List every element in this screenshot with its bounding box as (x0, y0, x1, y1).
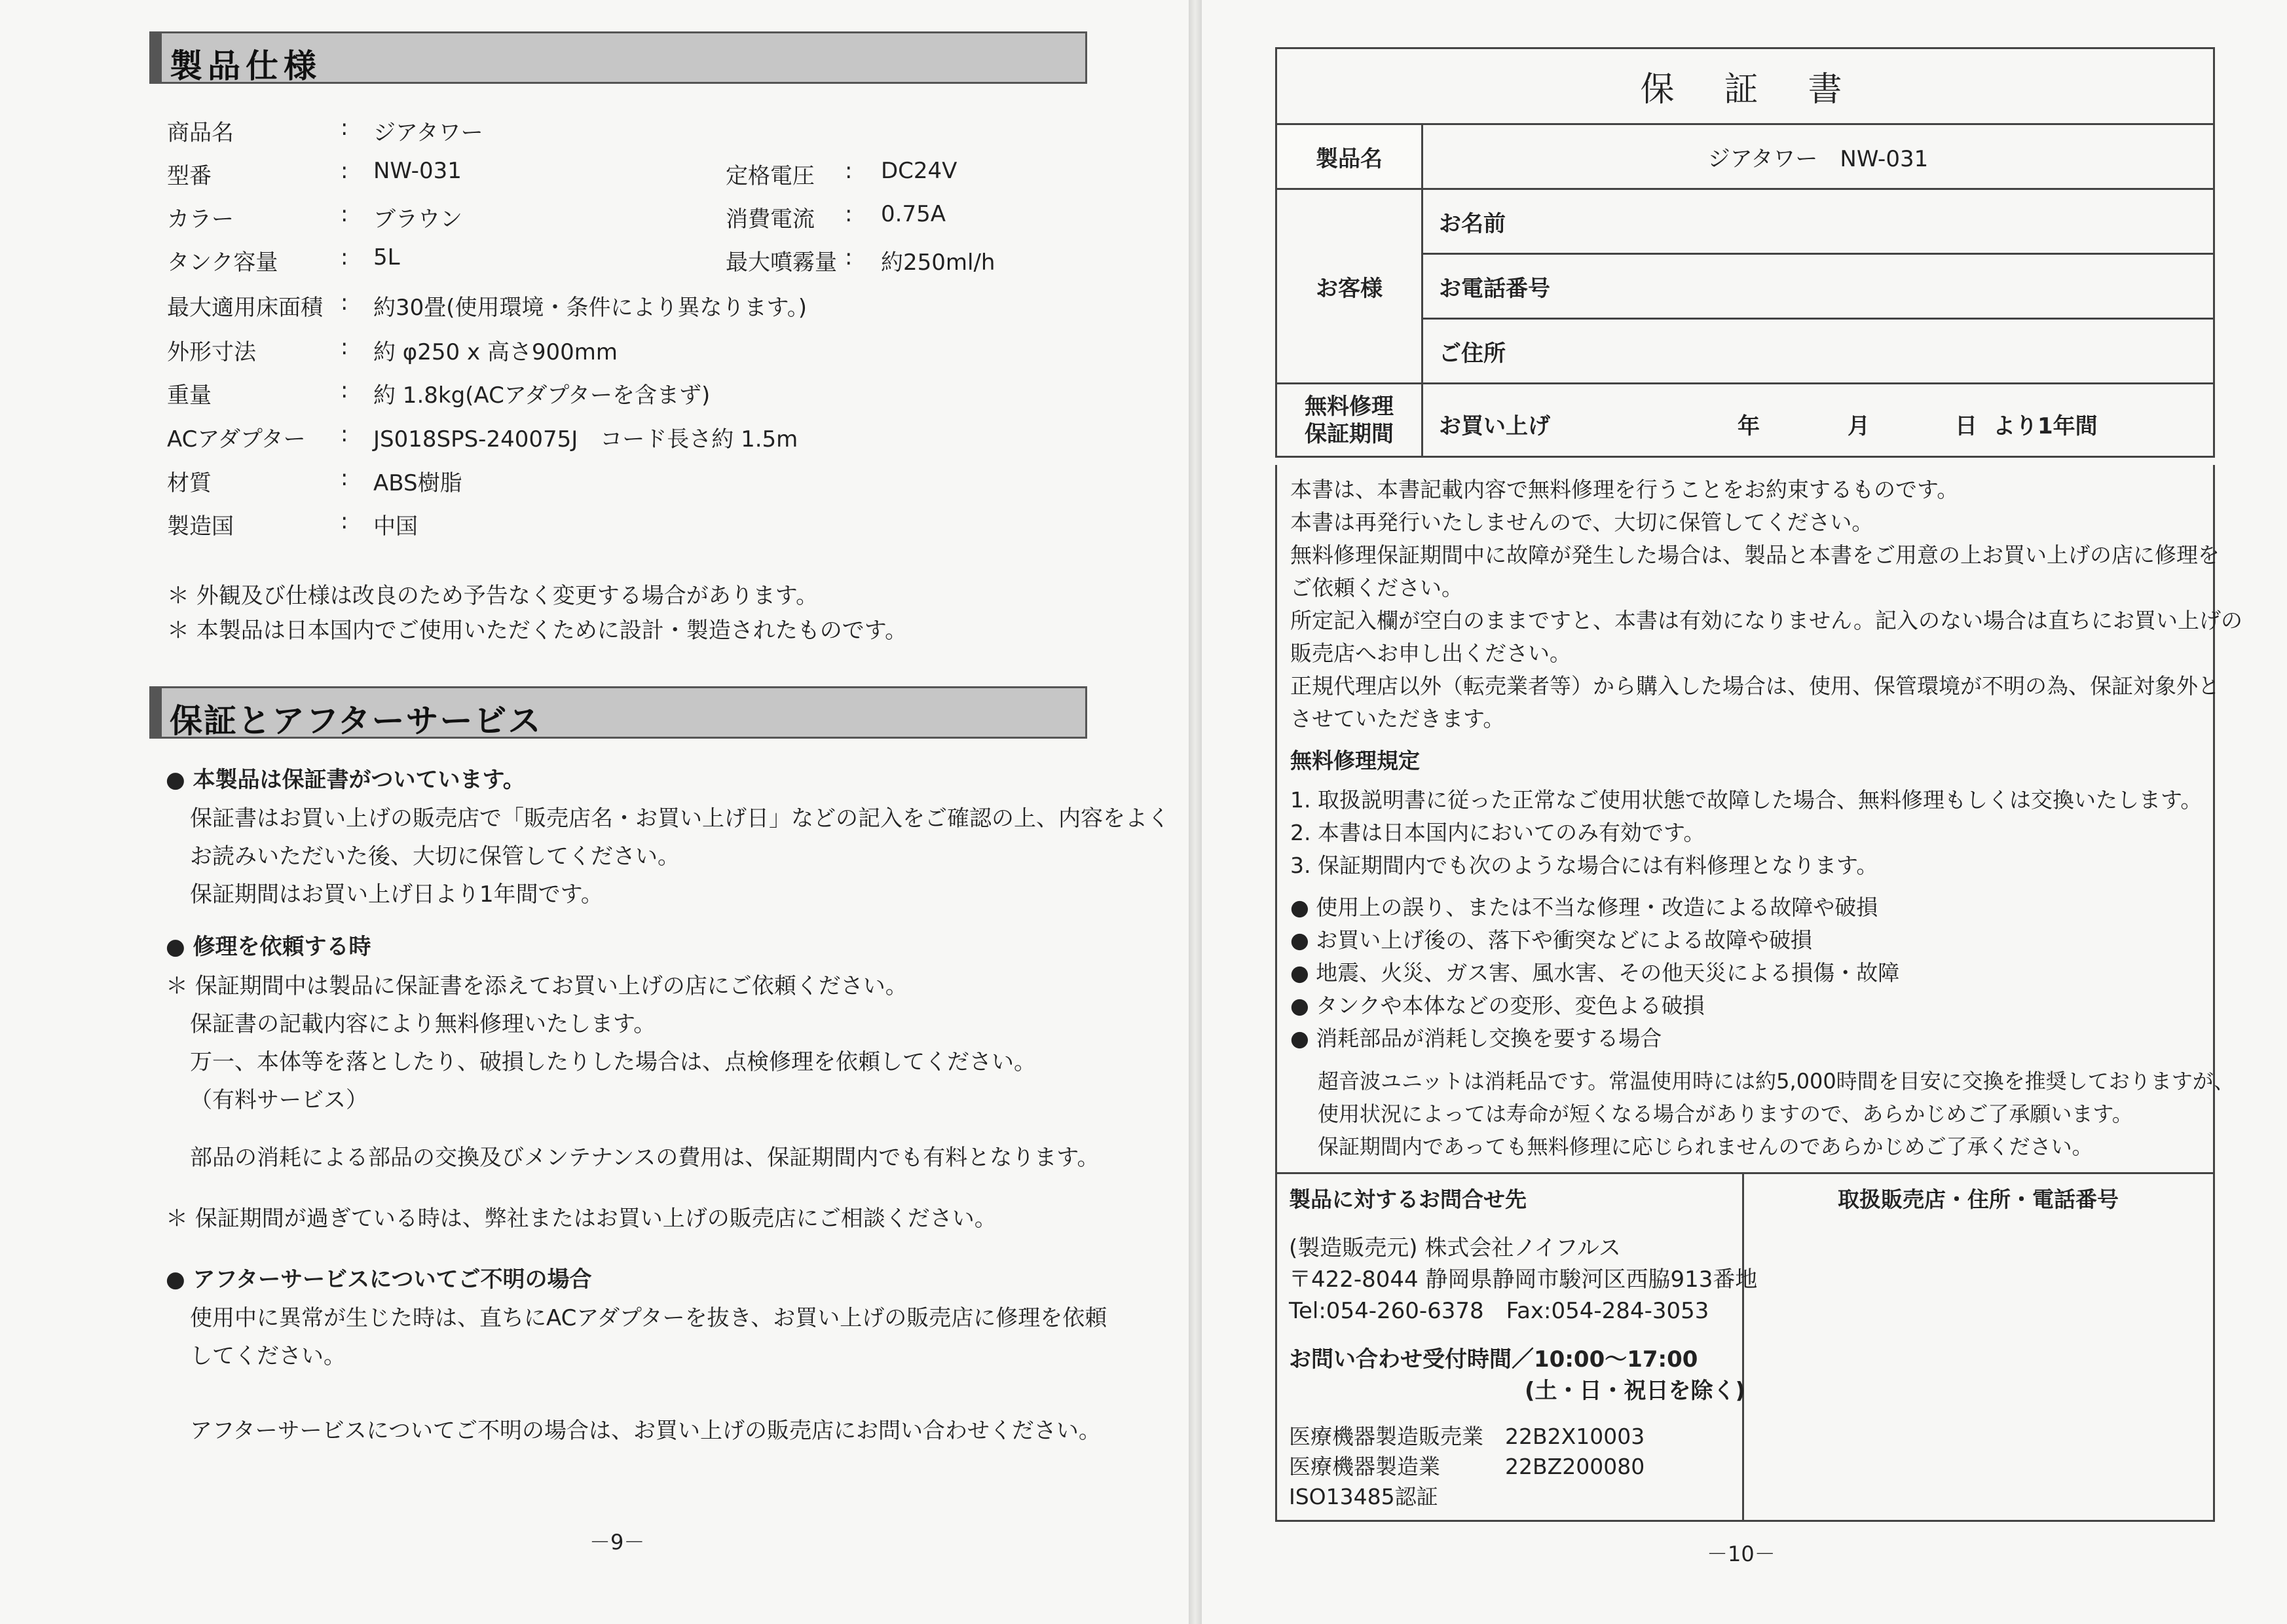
spec-value: NW-031 (373, 158, 462, 184)
spec-separator: : (341, 289, 348, 316)
paid-case: ● 地震、火災、ガス害、風水害、その他天災による損傷・故障 (1290, 960, 1900, 986)
consumable-note: 保証期間内であっても無料修理に応じられませんのであらかじめご了承ください。 (1318, 1134, 2093, 1159)
contact-title: 製品に対するお問合せ先 (1289, 1187, 1527, 1212)
service-line: ● 本製品は保証書がついています。 (166, 767, 525, 793)
spec-separator: : (341, 421, 348, 447)
product-value: ジアタワー NW-031 (1422, 124, 2214, 189)
spec-value: 約250ml/h (881, 249, 995, 276)
period-month-label: 月 (1848, 413, 1870, 439)
rule-item: 1. 取扱説明書に従った正常なご使用状態で故障した場合、無料修理もしくは交換いたします。 (1290, 787, 2203, 813)
service-line: 保証書の記載内容により無料修理いたします。 (190, 1011, 656, 1037)
spec-label: 材質 (167, 470, 212, 496)
spec-value: 約 φ250 x 高さ900mm (373, 339, 618, 365)
period-year-label: 年 (1738, 413, 1760, 439)
customer-phone-field[interactable]: お電話番号 (1422, 254, 2214, 319)
service-line: 保証書はお買い上げの販売店で「販売店名・お買い上げ日」などの記入をご確認の上、内容をよく (190, 805, 1170, 832)
spec-value: ABS樹脂 (373, 470, 462, 496)
spec-separator: : (341, 377, 348, 403)
service-line: 万一、本体等を落としたり、破損したりした場合は、点検修理を依頼してください。 (190, 1049, 1036, 1075)
warranty-card (1275, 47, 2215, 458)
spec-section-title: 製品仕様 (170, 47, 322, 85)
spec-value: 5L (373, 244, 400, 270)
spec-separator: : (341, 465, 348, 491)
page-number: －9－ (589, 1530, 645, 1555)
notice-line: 無料修理保証期間中に故障が発生した場合は、製品と本書をご用意の上お買い上げの店に修理を (1290, 542, 2220, 568)
license-line: 医療機器製造業 22BZ200080 (1289, 1454, 1645, 1479)
spec-label: ACアダプター (167, 426, 306, 452)
divider (1275, 1172, 2215, 1174)
paid-case: ● タンクや本体などの変形、変色よる破損 (1290, 993, 1705, 1018)
spec-label: 消費電流 (726, 206, 815, 232)
contact-line: (製造販売元) 株式会社ノイフルス (1289, 1235, 1621, 1261)
spec-note: ＊ 外観及び仕様は改良のため予告なく変更する場合があります。 (167, 583, 819, 609)
spec-label: 外形寸法 (167, 339, 256, 365)
spec-section-header (149, 31, 1087, 84)
service-line: ＊ 保証期間中は製品に保証書を添えてお買い上げの店にご依頼ください。 (166, 973, 908, 999)
dealer-title: 取扱販売店・住所・電話番号 (1838, 1187, 2119, 1212)
notice-line: 本書は、本書記載内容で無料修理を行うことをお約束するものです。 (1290, 477, 1959, 502)
license-line: 医療機器製造販売業 22B2X10003 (1289, 1424, 1645, 1449)
warranty-title: 保 証 書 (1276, 48, 2214, 124)
customer-address-field[interactable]: ご住所 (1422, 319, 2214, 384)
period-buy-label: お買い上げ (1439, 413, 1550, 439)
spec-label: タンク容量 (167, 249, 278, 276)
spec-separator: : (341, 115, 348, 141)
notice-line: ご依頼ください。 (1290, 575, 1463, 600)
spec-note: ＊ 本製品は日本国内でご使用いただくために設計・製造されたものです。 (167, 618, 908, 644)
spec-separator: : (341, 201, 348, 227)
service-line: アフターサービスについてご不明の場合は、お買い上げの販売店にお問い合わせください。 (190, 1418, 1101, 1444)
service-line: 使用中に異常が生じた時は、直ちにACアダプターを抜き、お買い上げの販売店に修理を依頼 (190, 1305, 1107, 1331)
spec-label: 定格電圧 (726, 163, 815, 189)
spec-value: ブラウン (373, 206, 462, 232)
period-label (1276, 384, 1422, 457)
customer-name-field[interactable]: お名前 (1422, 189, 2214, 254)
service-line: してください。 (190, 1343, 346, 1369)
rules-title: 無料修理規定 (1290, 748, 1420, 773)
period-day-label: 日 (1955, 413, 1977, 439)
notice-line: させていただきます。 (1290, 706, 1505, 731)
purchase-date-field[interactable] (1422, 384, 2214, 457)
service-line: ● アフターサービスについてご不明の場合 (166, 1266, 592, 1293)
spec-value: 0.75A (881, 201, 946, 227)
spec-separator: : (341, 508, 348, 534)
spec-separator: : (341, 158, 348, 184)
spec-value: DC24V (881, 158, 958, 184)
spec-value: JS018SPS-240075J コード長さ約 1.5m (373, 426, 798, 452)
spec-separator: : (341, 244, 348, 270)
period-suffix: より1年間 (1993, 413, 2098, 439)
spec-label: 最大噴霧量 (726, 249, 837, 276)
spec-separator: : (341, 334, 348, 360)
period-label-line: 無料修理 (1305, 393, 1394, 420)
spec-value: 中国 (373, 513, 418, 540)
notice-line: 正規代理店以外（転売業者等）から購入した場合は、使用、保管環境が不明の為、保証対象外と (1290, 673, 2220, 699)
contact-line: 〒422-8044 静岡県静岡市駿河区西脇913番地 (1289, 1266, 1758, 1293)
page-number: －10－ (1707, 1541, 1776, 1566)
service-line: 部品の消耗による部品の交換及びメンテナンスの費用は、保証期間内でも有料となります。 (190, 1145, 1100, 1171)
notice-line: 所定記入欄が空白のままですと、本書は有効になりません。記入のない場合は直ちにお買い上げの (1290, 608, 2242, 633)
paid-case: ● 使用上の誤り、または不当な修理・改造による故障や破損 (1290, 895, 1878, 920)
service-section-title: 保証とアフターサービス (170, 702, 542, 740)
license-line: ISO13485認証 (1289, 1484, 1438, 1509)
spec-value: ジアタワー (373, 120, 483, 146)
spec-label: 商品名 (167, 120, 234, 146)
service-line: ● 修理を依頼する時 (166, 934, 371, 960)
period-label-line: 保証期間 (1305, 420, 1394, 447)
service-line: （有料サービス） (190, 1087, 368, 1113)
spec-label: カラー (167, 206, 234, 232)
paid-case: ● お買い上げ後の、落下や衝突などによる故障や破損 (1290, 927, 1812, 953)
divider (1742, 1172, 1744, 1522)
spec-separator: : (845, 158, 853, 184)
hours-line: お問い合わせ受付時間／10:00～17:00 (1289, 1346, 1698, 1373)
service-line: お読みいただいた後、大切に保管してください。 (190, 843, 680, 870)
hours-line: (土・日・祝日を除く) (1525, 1378, 1746, 1404)
spec-label: 製造国 (167, 513, 234, 540)
spec-label: 型番 (167, 163, 212, 189)
notice-line: 本書は再発行いたしませんので、大切に保管してください。 (1290, 509, 1874, 535)
customer-label: お客様 (1276, 189, 1422, 384)
spec-separator: : (845, 244, 853, 270)
consumable-note: 超音波ユニットは消耗品です。常温使用時には約5,000時間を目安に交換を推奨しておりますが、 (1318, 1069, 2235, 1094)
rule-item: 3. 保証期間内でも次のような場合には有料修理となります。 (1290, 853, 1878, 878)
service-line: 保証期間はお買い上げ日より1年間です。 (190, 881, 603, 908)
spec-value: 約30畳(使用環境・条件により異なります。) (373, 295, 808, 321)
consumable-note: 使用状況によっては寿命が短くなる場合がありますので、あらかじめご了承願います。 (1318, 1101, 2133, 1126)
spec-separator: : (845, 201, 853, 227)
paid-case: ● 消耗部品が消耗し交換を要する場合 (1290, 1025, 1662, 1051)
service-line: ＊ 保証期間が過ぎている時は、弊社またはお買い上げの販売店にご相談ください。 (166, 1206, 997, 1232)
rule-item: 2. 本書は日本国内においてのみ有効です。 (1290, 820, 1705, 845)
spec-value: 約 1.8kg(ACアダプターを含まず) (373, 382, 711, 409)
spec-label: 最大適用床面積 (167, 295, 323, 321)
service-section-header (149, 686, 1087, 739)
page-gutter (1189, 0, 1202, 1624)
product-label: 製品名 (1276, 124, 1422, 189)
notice-line: 販売店へお申し出ください。 (1290, 640, 1571, 666)
contact-line: Tel:054-260-6378 Fax:054-284-3053 (1289, 1298, 1709, 1324)
spec-label: 重量 (167, 382, 212, 409)
